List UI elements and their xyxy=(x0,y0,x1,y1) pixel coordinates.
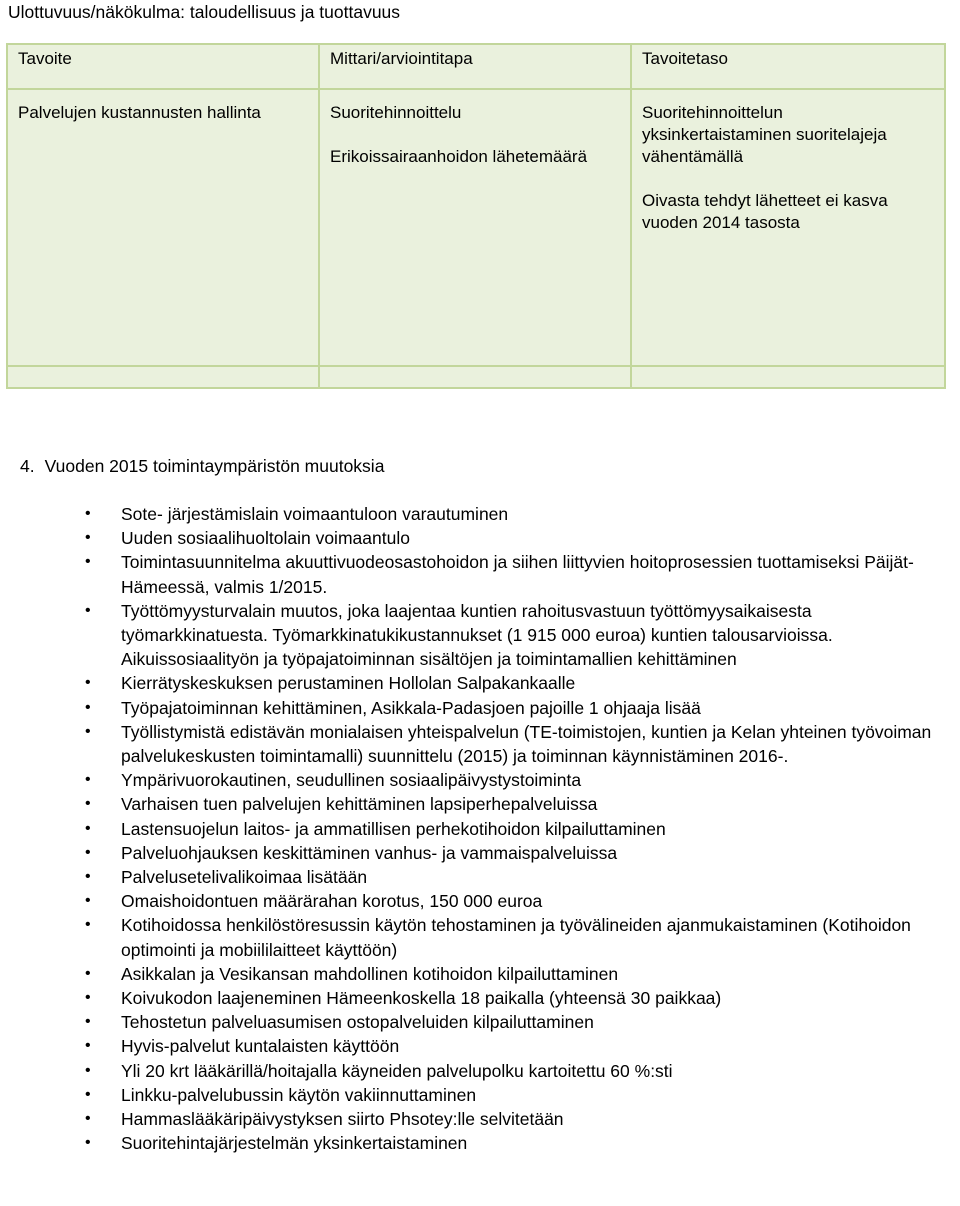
bullet-marker: • xyxy=(85,843,91,861)
change-list xyxy=(0,502,960,1155)
list-item-text: Koivukodon laajeneminen Hämeenkoskella 18 paikalla (yhteensä 30 paikkaa) xyxy=(121,988,722,1009)
list-item xyxy=(0,671,960,695)
list-item-text: Yli 20 krt lääkärillä/hoitajalla käyneiden palvelupolku kartoitettu 60 %:sti xyxy=(121,1060,673,1081)
list-item-text: Kierrätyskeskuksen perustaminen Hollolan Salpakankaalle xyxy=(121,673,576,694)
list-item xyxy=(0,502,960,526)
list-item xyxy=(0,962,960,986)
list-item-text: Hammaslääkäripäivystyksen siirto Phsotey:lle selvitetään xyxy=(121,1109,564,1130)
list-item-text: Kotihoidossa henkilöstöresussin käytön tehostaminen ja työvälineiden ajanmukaistaminen (Kotihoidon optimointi ja mobiililaitteet käyttöön) xyxy=(121,915,911,960)
list-item xyxy=(0,889,960,913)
list-item xyxy=(0,841,960,865)
bullet-marker: • xyxy=(85,505,91,522)
list-item-text: Hyvis-palvelut kuntalaisten käyttöön xyxy=(121,1036,400,1057)
bullet-marker: • xyxy=(85,1110,91,1128)
header-cell-goal xyxy=(7,44,319,89)
bullet-marker: • xyxy=(85,795,91,813)
list-item xyxy=(0,986,960,1010)
list-item-text: Lastensuojelun laitos- ja ammatillisen perhekotihoidon kilpailuttaminen xyxy=(121,818,666,839)
list-item-text: Ympärivuorokautinen, seudullinen sosiaalipäivystystoiminta xyxy=(121,770,582,791)
list-item-text: Asikkalan ja Vesikansan mahdollinen kotihoidon kilpailuttaminen xyxy=(121,963,619,984)
list-item xyxy=(0,696,960,720)
list-item xyxy=(0,1107,960,1131)
empty-cell xyxy=(319,366,631,388)
goal-cell xyxy=(7,89,319,366)
bullet-marker: • xyxy=(85,674,91,692)
table-row xyxy=(7,89,945,366)
list-item-text: Työllistymistä edistävän monialaisen yhteispalvelun (TE-toimistojen, kuntien ja Kelan yhteinen työvoiman palvelukeskusten toimintamalli) suunnittelu (2015) ja toiminnan käynnistäminen 2016-. xyxy=(121,721,932,767)
header-cell-target xyxy=(631,44,945,89)
list-item-text: Työpajatoiminnan kehittäminen, Asikkala-Padasjoen pajoille 1 ohjaaja lisää xyxy=(121,697,701,718)
metric-text: Suoritehinnoittelu xyxy=(330,103,462,122)
header-cell-metric xyxy=(319,44,631,89)
list-item xyxy=(0,792,960,816)
table-header-row xyxy=(7,44,945,89)
list-item xyxy=(0,865,960,889)
bullet-marker: • xyxy=(85,892,91,910)
header-goal-label: Tavoite xyxy=(18,49,72,68)
list-item xyxy=(0,768,960,792)
list-item-text: Suoritehintajärjestelmän yksinkertaistaminen xyxy=(121,1133,468,1154)
bullet-marker: • xyxy=(85,819,91,837)
list-item-text: Linkku-palvelubussin käytön vakiinnuttaminen xyxy=(121,1084,477,1105)
list-item xyxy=(0,720,960,768)
bullet-marker: • xyxy=(85,698,91,716)
header-metric-label: Mittari/arviointitapa xyxy=(330,49,473,68)
bullet-marker: • xyxy=(85,601,91,619)
empty-cell xyxy=(631,366,945,388)
list-item xyxy=(0,526,960,550)
metric-cell xyxy=(319,89,631,366)
list-item xyxy=(0,1059,960,1083)
bullet-marker: • xyxy=(85,1061,91,1079)
target-text: Oivasta tehdyt lähetteet ei kasva vuoden 2014 tasosta xyxy=(642,191,888,232)
page-heading: Ulottuvuus/näkökulma: taloudellisuus ja tuottavuus xyxy=(8,2,401,22)
list-item xyxy=(0,817,960,841)
bullet-marker: • xyxy=(85,1134,91,1152)
list-item xyxy=(0,913,960,961)
bullet-marker: • xyxy=(85,964,91,982)
target-cell xyxy=(631,89,945,366)
list-item-text: Työttömyysturvalain muutos, joka laajentaa kuntien rahoitusvastuun työttömyysaikaisesta työmarkkinatuesta. Työmarkkinatukikustannukset (1 915 000 euroa) kuntien talousarvioissa. Aikuissosiaalityön ja työpajatoiminnan sisältöjen ja toimintamallien kehittäminen xyxy=(121,600,833,670)
bullet-marker: • xyxy=(85,722,91,740)
bullet-marker: • xyxy=(85,989,91,1007)
list-item-text: Toimintasuunnitelma akuuttivuodeosastohoidon ja siihen liittyvien hoitoprosessien tuottamiseksi Päijät-Hämeessä, valmis 1/2015. xyxy=(121,552,914,597)
header-target-label: Tavoitetaso xyxy=(642,49,728,68)
bullet-marker: • xyxy=(85,771,91,789)
section-title: Vuoden 2015 toimintaympäristön muutoksia xyxy=(44,456,385,476)
section-number: 4. xyxy=(20,456,35,476)
list-item xyxy=(0,550,960,598)
list-item xyxy=(0,1010,960,1034)
target-text: Suoritehinnoittelun yksinkertaistaminen suoritelajeja vähentämällä xyxy=(642,103,887,166)
list-item-text: Palveluohjauksen keskittäminen vanhus- ja vammaispalveluissa xyxy=(121,842,618,863)
bullet-marker: • xyxy=(85,868,91,886)
list-item-text: Sote- järjestämislain voimaantuloon varautuminen xyxy=(121,504,509,524)
bullet-marker: • xyxy=(85,1013,91,1031)
bullet-marker: • xyxy=(85,916,91,934)
list-item-text: Omaishoidontuen määrärahan korotus, 150 000 euroa xyxy=(121,891,543,912)
empty-table-row xyxy=(7,366,945,388)
list-item xyxy=(0,1131,960,1155)
bullet-marker: • xyxy=(85,1037,91,1055)
bullet-marker: • xyxy=(85,553,91,571)
list-item-text: Varhaisen tuen palvelujen kehittäminen lapsiperhepalveluissa xyxy=(121,794,598,815)
list-item-text: Palvelusetelivalikoimaa lisätään xyxy=(121,867,368,888)
empty-cell xyxy=(7,366,319,388)
list-item xyxy=(0,599,960,672)
bullet-marker: • xyxy=(85,1085,91,1103)
goal-text: Palvelujen kustannusten hallinta xyxy=(18,103,261,122)
section-heading xyxy=(20,455,384,477)
list-item-text: Tehostetun palveluasumisen ostopalveluiden kilpailuttaminen xyxy=(121,1012,594,1033)
list-item xyxy=(0,1083,960,1107)
bullet-marker: • xyxy=(85,529,91,547)
goal-table xyxy=(6,43,946,389)
list-item xyxy=(0,1034,960,1058)
list-item-text: Uuden sosiaalihuoltolain voimaantulo xyxy=(121,528,410,549)
metric-text: Erikoissairaanhoidon lähetemäärä xyxy=(330,147,588,166)
